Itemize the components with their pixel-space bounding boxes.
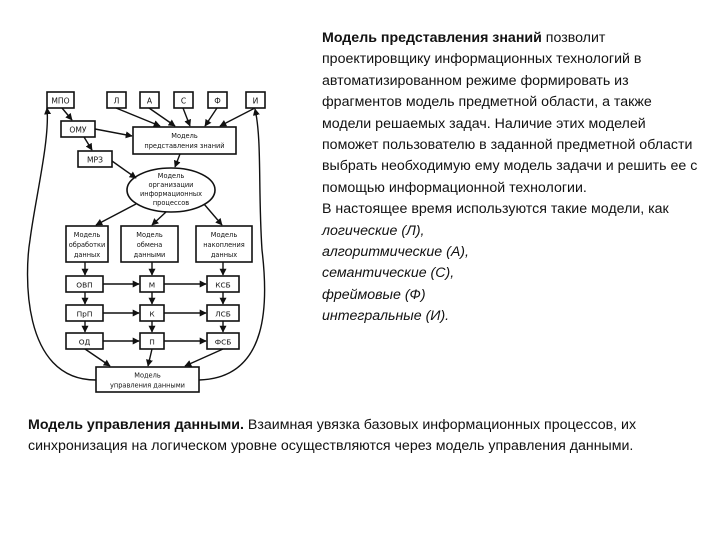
information-technology-diagram bbox=[0, 0, 320, 400]
org-model-line1: Модель bbox=[157, 172, 185, 180]
label-omu: ОМУ bbox=[69, 125, 87, 135]
exch-model-line1: Модель bbox=[136, 231, 163, 239]
bottom-rest: Взаимная увязка базовых информационных процессов, их синхронизация на логическом уровне осуществляются через модель управления данными. bbox=[28, 417, 637, 455]
acc-model-line3: данных bbox=[210, 251, 238, 259]
label-i: И bbox=[252, 96, 259, 106]
label-ovp: ОВП bbox=[76, 280, 93, 290]
type-semantic: семантические (С), bbox=[322, 265, 455, 282]
label-k: К bbox=[149, 309, 155, 319]
type-frame: фреймовые (Ф) bbox=[322, 286, 426, 303]
intro-bold: Модель представления знаний bbox=[322, 30, 542, 46]
label-prp: ПрП bbox=[76, 309, 93, 319]
proc-model-line2: обработки bbox=[68, 241, 106, 249]
type-integral: интегральные (И). bbox=[322, 308, 450, 325]
intro-rest: позволит проектировщику информационных технологий в автоматизированном режиме формировать из фрагментов модель предметной области, а также модели решаемых задач. Наличие этих моделей поможет пользователю в заданной предметной области выбрать необходимую ему модель задачи и решить ее с помощью информационной технологии. bbox=[322, 30, 698, 196]
org-model-line3: информационных bbox=[139, 190, 203, 198]
label-p: П bbox=[149, 337, 155, 347]
mgmt-model-line1: Модель bbox=[134, 371, 161, 380]
bottom-bold: Модель управления данными. bbox=[28, 417, 244, 433]
type-logical: логические (Л), bbox=[322, 222, 425, 239]
label-l: Л bbox=[113, 96, 120, 106]
proc-model-line1: Модель bbox=[73, 231, 101, 239]
label-mpo: МПО bbox=[51, 96, 70, 106]
label-ksb: КСБ bbox=[215, 280, 231, 290]
acc-model-line2: накопления bbox=[203, 241, 245, 249]
label-s: С bbox=[180, 96, 187, 106]
exch-model-line3: данными bbox=[133, 251, 166, 259]
exch-model-line2: обмена bbox=[136, 241, 163, 249]
org-model-line4: процессов bbox=[152, 199, 190, 207]
current-models-text: В настоящее время используются такие модели, как bbox=[322, 201, 669, 218]
label-lsb: ЛСБ bbox=[215, 309, 231, 319]
mgmt-model-line2: управления данными bbox=[110, 381, 185, 390]
label-mrz: МРЗ bbox=[87, 155, 103, 165]
intro-paragraph bbox=[322, 28, 702, 199]
right-text-block bbox=[322, 28, 702, 328]
bottom-paragraph bbox=[28, 415, 698, 458]
label-od: ОД bbox=[78, 337, 91, 347]
knowledge-model-line1: Модель bbox=[171, 132, 198, 140]
org-model-line2: организации bbox=[148, 181, 194, 189]
proc-model-line3: данных bbox=[73, 251, 101, 259]
acc-model-line1: Модель bbox=[210, 231, 238, 239]
knowledge-model-line2: представления знаний bbox=[144, 142, 225, 150]
label-a: А bbox=[146, 96, 153, 106]
label-fsb: ФСБ bbox=[214, 337, 232, 347]
type-algorithmic: алгоритмические (А), bbox=[322, 244, 469, 261]
label-f: Ф bbox=[214, 96, 221, 106]
label-m: М bbox=[148, 280, 156, 290]
